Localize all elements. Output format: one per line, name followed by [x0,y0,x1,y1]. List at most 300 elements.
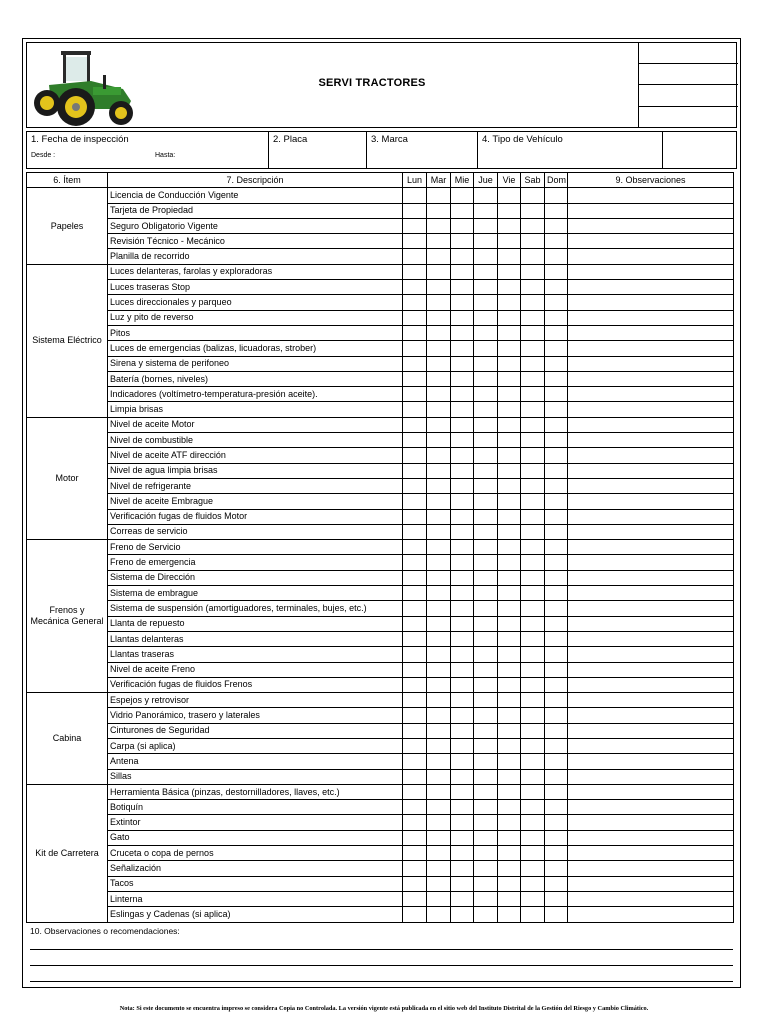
day-check-cell[interactable] [498,662,521,677]
day-check-cell[interactable] [545,295,568,310]
day-check-cell[interactable] [403,830,427,845]
day-check-cell[interactable] [545,861,568,876]
day-check-cell[interactable] [427,371,451,386]
day-check-cell[interactable] [545,371,568,386]
day-check-cell[interactable] [521,203,545,218]
day-check-cell[interactable] [474,631,498,646]
day-check-cell[interactable] [498,800,521,815]
day-check-cell[interactable] [474,555,498,570]
day-check-cell[interactable] [498,433,521,448]
observation-cell[interactable] [568,249,734,264]
day-check-cell[interactable] [403,371,427,386]
day-check-cell[interactable] [521,723,545,738]
day-check-cell[interactable] [427,494,451,509]
observation-cell[interactable] [568,555,734,570]
day-check-cell[interactable] [498,784,521,799]
tipo-vehiculo-field[interactable] [478,132,663,168]
day-check-cell[interactable] [498,876,521,891]
day-check-cell[interactable] [498,846,521,861]
day-check-cell[interactable] [474,647,498,662]
day-check-cell[interactable] [545,631,568,646]
day-check-cell[interactable] [545,356,568,371]
day-check-cell[interactable] [545,264,568,279]
day-check-cell[interactable] [521,769,545,784]
day-check-cell[interactable] [451,586,474,601]
day-check-cell[interactable] [521,876,545,891]
day-check-cell[interactable] [403,754,427,769]
day-check-cell[interactable] [545,280,568,295]
day-check-cell[interactable] [521,433,545,448]
observation-cell[interactable] [568,387,734,402]
day-check-cell[interactable] [545,693,568,708]
day-check-cell[interactable] [451,478,474,493]
day-check-cell[interactable] [545,310,568,325]
observation-cell[interactable] [568,448,734,463]
day-check-cell[interactable] [427,677,451,692]
day-check-cell[interactable] [427,295,451,310]
day-check-cell[interactable] [521,341,545,356]
day-check-cell[interactable] [521,356,545,371]
day-check-cell[interactable] [498,341,521,356]
day-check-cell[interactable] [427,203,451,218]
day-check-cell[interactable] [427,830,451,845]
observation-cell[interactable] [568,463,734,478]
day-check-cell[interactable] [474,723,498,738]
observation-cell[interactable] [568,586,734,601]
day-check-cell[interactable] [427,325,451,340]
day-check-cell[interactable] [521,463,545,478]
day-check-cell[interactable] [545,723,568,738]
day-check-cell[interactable] [451,387,474,402]
observation-cell[interactable] [568,601,734,616]
day-check-cell[interactable] [474,478,498,493]
observation-cell[interactable] [568,662,734,677]
day-check-cell[interactable] [403,769,427,784]
day-check-cell[interactable] [451,876,474,891]
day-check-cell[interactable] [521,555,545,570]
observation-cell[interactable] [568,769,734,784]
day-check-cell[interactable] [474,570,498,585]
day-check-cell[interactable] [427,586,451,601]
day-check-cell[interactable] [521,830,545,845]
observation-cell[interactable] [568,907,734,922]
day-check-cell[interactable] [498,723,521,738]
day-check-cell[interactable] [521,448,545,463]
day-check-cell[interactable] [545,509,568,524]
day-check-cell[interactable] [427,448,451,463]
day-check-cell[interactable] [498,769,521,784]
day-check-cell[interactable] [427,249,451,264]
day-check-cell[interactable] [521,907,545,922]
day-check-cell[interactable] [403,586,427,601]
day-check-cell[interactable] [545,616,568,631]
day-check-cell[interactable] [451,769,474,784]
day-check-cell[interactable] [498,907,521,922]
day-check-cell[interactable] [403,800,427,815]
day-check-cell[interactable] [498,708,521,723]
day-check-cell[interactable] [521,738,545,753]
day-check-cell[interactable] [451,861,474,876]
day-check-cell[interactable] [403,280,427,295]
day-check-cell[interactable] [403,738,427,753]
observation-cell[interactable] [568,876,734,891]
day-check-cell[interactable] [521,662,545,677]
day-check-cell[interactable] [403,448,427,463]
day-check-cell[interactable] [474,708,498,723]
day-check-cell[interactable] [474,433,498,448]
day-check-cell[interactable] [427,341,451,356]
day-check-cell[interactable] [427,356,451,371]
day-check-cell[interactable] [545,708,568,723]
day-check-cell[interactable] [451,723,474,738]
day-check-cell[interactable] [498,586,521,601]
day-check-cell[interactable] [427,784,451,799]
day-check-cell[interactable] [451,203,474,218]
day-check-cell[interactable] [474,540,498,555]
day-check-cell[interactable] [498,249,521,264]
day-check-cell[interactable] [545,846,568,861]
day-check-cell[interactable] [474,662,498,677]
day-check-cell[interactable] [498,280,521,295]
day-check-cell[interactable] [474,295,498,310]
day-check-cell[interactable] [451,188,474,203]
day-check-cell[interactable] [498,448,521,463]
day-check-cell[interactable] [545,325,568,340]
day-check-cell[interactable] [521,325,545,340]
observation-cell[interactable] [568,540,734,555]
day-check-cell[interactable] [427,738,451,753]
day-check-cell[interactable] [451,662,474,677]
day-check-cell[interactable] [474,264,498,279]
day-check-cell[interactable] [474,861,498,876]
day-check-cell[interactable] [403,876,427,891]
day-check-cell[interactable] [521,586,545,601]
observation-cell[interactable] [568,861,734,876]
day-check-cell[interactable] [451,830,474,845]
observation-cell[interactable] [568,708,734,723]
day-check-cell[interactable] [403,509,427,524]
day-check-cell[interactable] [498,387,521,402]
day-check-cell[interactable] [427,524,451,539]
day-check-cell[interactable] [498,509,521,524]
observations-line[interactable] [30,965,733,966]
observation-cell[interactable] [568,647,734,662]
observation-cell[interactable] [568,738,734,753]
day-check-cell[interactable] [451,310,474,325]
observation-cell[interactable] [568,830,734,845]
observations-line[interactable] [30,981,733,982]
day-check-cell[interactable] [403,433,427,448]
day-check-cell[interactable] [451,280,474,295]
marca-field[interactable] [367,132,478,168]
observation-cell[interactable] [568,478,734,493]
day-check-cell[interactable] [498,570,521,585]
day-check-cell[interactable] [545,188,568,203]
day-check-cell[interactable] [427,723,451,738]
day-check-cell[interactable] [521,540,545,555]
day-check-cell[interactable] [451,601,474,616]
day-check-cell[interactable] [427,800,451,815]
day-check-cell[interactable] [521,846,545,861]
day-check-cell[interactable] [521,693,545,708]
day-check-cell[interactable] [498,540,521,555]
observation-cell[interactable] [568,188,734,203]
observations-line[interactable] [30,949,733,950]
day-check-cell[interactable] [451,677,474,692]
day-check-cell[interactable] [474,769,498,784]
day-check-cell[interactable] [451,784,474,799]
observation-cell[interactable] [568,264,734,279]
day-check-cell[interactable] [545,754,568,769]
observation-cell[interactable] [568,784,734,799]
observation-cell[interactable] [568,891,734,906]
day-check-cell[interactable] [521,417,545,432]
day-check-cell[interactable] [474,754,498,769]
day-check-cell[interactable] [521,708,545,723]
day-check-cell[interactable] [521,784,545,799]
day-check-cell[interactable] [451,509,474,524]
day-check-cell[interactable] [498,371,521,386]
day-check-cell[interactable] [545,494,568,509]
day-check-cell[interactable] [427,570,451,585]
observation-cell[interactable] [568,815,734,830]
day-check-cell[interactable] [427,478,451,493]
day-check-cell[interactable] [498,555,521,570]
day-check-cell[interactable] [427,433,451,448]
day-check-cell[interactable] [451,693,474,708]
day-check-cell[interactable] [521,264,545,279]
day-check-cell[interactable] [427,861,451,876]
day-check-cell[interactable] [474,341,498,356]
day-check-cell[interactable] [521,218,545,233]
day-check-cell[interactable] [474,280,498,295]
day-check-cell[interactable] [451,524,474,539]
day-check-cell[interactable] [451,891,474,906]
day-check-cell[interactable] [498,754,521,769]
observation-cell[interactable] [568,631,734,646]
day-check-cell[interactable] [498,417,521,432]
day-check-cell[interactable] [427,402,451,417]
day-check-cell[interactable] [521,280,545,295]
observation-cell[interactable] [568,693,734,708]
day-check-cell[interactable] [545,218,568,233]
day-check-cell[interactable] [474,616,498,631]
day-check-cell[interactable] [403,723,427,738]
observation-cell[interactable] [568,402,734,417]
day-check-cell[interactable] [498,264,521,279]
day-check-cell[interactable] [521,891,545,906]
day-check-cell[interactable] [545,907,568,922]
day-check-cell[interactable] [498,218,521,233]
day-check-cell[interactable] [498,815,521,830]
day-check-cell[interactable] [474,876,498,891]
day-check-cell[interactable] [474,784,498,799]
day-check-cell[interactable] [474,356,498,371]
day-check-cell[interactable] [403,310,427,325]
observation-cell[interactable] [568,203,734,218]
day-check-cell[interactable] [545,800,568,815]
observation-cell[interactable] [568,325,734,340]
day-check-cell[interactable] [403,708,427,723]
day-check-cell[interactable] [403,218,427,233]
day-check-cell[interactable] [498,478,521,493]
observation-cell[interactable] [568,800,734,815]
day-check-cell[interactable] [545,815,568,830]
day-check-cell[interactable] [474,586,498,601]
day-check-cell[interactable] [498,524,521,539]
day-check-cell[interactable] [451,341,474,356]
day-check-cell[interactable] [474,402,498,417]
day-check-cell[interactable] [498,295,521,310]
day-check-cell[interactable] [403,387,427,402]
day-check-cell[interactable] [451,540,474,555]
day-check-cell[interactable] [521,249,545,264]
day-check-cell[interactable] [427,769,451,784]
day-check-cell[interactable] [545,524,568,539]
day-check-cell[interactable] [403,188,427,203]
day-check-cell[interactable] [451,494,474,509]
day-check-cell[interactable] [545,830,568,845]
day-check-cell[interactable] [521,524,545,539]
day-check-cell[interactable] [403,846,427,861]
day-check-cell[interactable] [403,402,427,417]
day-check-cell[interactable] [545,417,568,432]
day-check-cell[interactable] [498,631,521,646]
day-check-cell[interactable] [498,402,521,417]
day-check-cell[interactable] [545,387,568,402]
day-check-cell[interactable] [427,907,451,922]
day-check-cell[interactable] [427,815,451,830]
day-check-cell[interactable] [545,234,568,249]
day-check-cell[interactable] [427,555,451,570]
day-check-cell[interactable] [498,616,521,631]
day-check-cell[interactable] [451,417,474,432]
observation-cell[interactable] [568,677,734,692]
day-check-cell[interactable] [427,387,451,402]
day-check-cell[interactable] [521,616,545,631]
day-check-cell[interactable] [521,371,545,386]
day-check-cell[interactable] [474,188,498,203]
day-check-cell[interactable] [427,693,451,708]
day-check-cell[interactable] [521,570,545,585]
day-check-cell[interactable] [451,800,474,815]
day-check-cell[interactable] [427,891,451,906]
day-check-cell[interactable] [403,341,427,356]
day-check-cell[interactable] [403,249,427,264]
day-check-cell[interactable] [498,677,521,692]
day-check-cell[interactable] [427,708,451,723]
day-check-cell[interactable] [427,846,451,861]
day-check-cell[interactable] [403,570,427,585]
day-check-cell[interactable] [403,295,427,310]
day-check-cell[interactable] [545,249,568,264]
day-check-cell[interactable] [545,586,568,601]
day-check-cell[interactable] [451,907,474,922]
day-check-cell[interactable] [474,234,498,249]
day-check-cell[interactable] [521,601,545,616]
day-check-cell[interactable] [451,295,474,310]
day-check-cell[interactable] [474,524,498,539]
observation-cell[interactable] [568,570,734,585]
observation-cell[interactable] [568,356,734,371]
day-check-cell[interactable] [451,402,474,417]
day-check-cell[interactable] [545,677,568,692]
day-check-cell[interactable] [403,478,427,493]
day-check-cell[interactable] [521,815,545,830]
day-check-cell[interactable] [498,601,521,616]
day-check-cell[interactable] [545,402,568,417]
observation-cell[interactable] [568,341,734,356]
observation-cell[interactable] [568,846,734,861]
observation-cell[interactable] [568,295,734,310]
day-check-cell[interactable] [451,463,474,478]
day-check-cell[interactable] [545,601,568,616]
day-check-cell[interactable] [403,494,427,509]
day-check-cell[interactable] [521,800,545,815]
day-check-cell[interactable] [545,769,568,784]
day-check-cell[interactable] [451,846,474,861]
day-check-cell[interactable] [521,478,545,493]
day-check-cell[interactable] [403,647,427,662]
observation-cell[interactable] [568,616,734,631]
observation-cell[interactable] [568,723,734,738]
day-check-cell[interactable] [451,555,474,570]
day-check-cell[interactable] [545,341,568,356]
day-check-cell[interactable] [427,188,451,203]
day-check-cell[interactable] [403,203,427,218]
day-check-cell[interactable] [545,891,568,906]
day-check-cell[interactable] [474,891,498,906]
day-check-cell[interactable] [403,417,427,432]
day-check-cell[interactable] [427,876,451,891]
day-check-cell[interactable] [403,907,427,922]
day-check-cell[interactable] [427,264,451,279]
observation-cell[interactable] [568,234,734,249]
day-check-cell[interactable] [403,662,427,677]
day-check-cell[interactable] [403,524,427,539]
day-check-cell[interactable] [451,234,474,249]
day-check-cell[interactable] [451,738,474,753]
day-check-cell[interactable] [498,738,521,753]
day-check-cell[interactable] [403,555,427,570]
observation-cell[interactable] [568,524,734,539]
day-check-cell[interactable] [498,310,521,325]
day-check-cell[interactable] [545,784,568,799]
day-check-cell[interactable] [427,463,451,478]
day-check-cell[interactable] [427,616,451,631]
day-check-cell[interactable] [451,371,474,386]
day-check-cell[interactable] [474,677,498,692]
day-check-cell[interactable] [498,203,521,218]
placa-field[interactable] [269,132,367,168]
day-check-cell[interactable] [474,846,498,861]
day-check-cell[interactable] [474,509,498,524]
day-check-cell[interactable] [451,448,474,463]
day-check-cell[interactable] [427,218,451,233]
day-check-cell[interactable] [498,647,521,662]
day-check-cell[interactable] [427,310,451,325]
day-check-cell[interactable] [521,509,545,524]
observation-cell[interactable] [568,754,734,769]
day-check-cell[interactable] [403,631,427,646]
day-check-cell[interactable] [451,708,474,723]
day-check-cell[interactable] [474,693,498,708]
day-check-cell[interactable] [498,494,521,509]
day-check-cell[interactable] [498,188,521,203]
day-check-cell[interactable] [403,601,427,616]
day-check-cell[interactable] [403,784,427,799]
day-check-cell[interactable] [427,647,451,662]
